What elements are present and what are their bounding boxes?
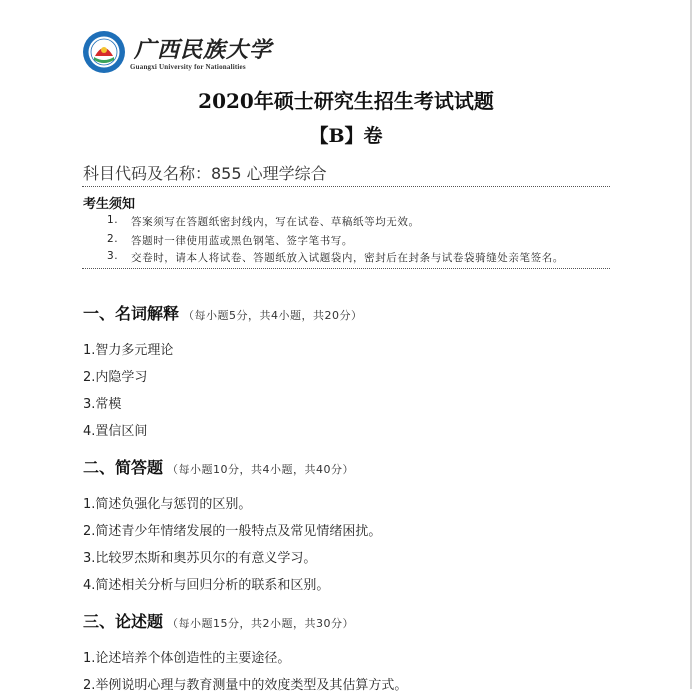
exam-title: 2020年硕士研究生招生考试试题 xyxy=(198,89,494,113)
section-scoring: （每小题10分，共4小题，共40分） xyxy=(167,463,355,476)
section-scoring: （每小题5分，共4小题，共20分） xyxy=(183,309,363,322)
question-item: 2.举例说明心理与教育测量中的效度类型及其估算方式。 xyxy=(83,678,408,693)
subject-code-name: 科目代码及名称：855 心理学综合 xyxy=(83,164,327,183)
divider-top xyxy=(82,186,610,187)
university-name-cn: 广西民族大学 xyxy=(134,37,273,63)
notice-text: 答案须写在答题纸密封线内，写在试卷、草稿纸等均无效。 xyxy=(131,216,420,228)
question-item: 1.简述负强化与惩罚的区别。 xyxy=(83,497,252,512)
section-scoring: （每小题15分，共2小题，共30分） xyxy=(167,617,355,630)
question-item: 4.置信区间 xyxy=(83,424,148,439)
question-item: 1.智力多元理论 xyxy=(83,343,174,358)
divider-bottom xyxy=(82,268,610,269)
notice-number: 3. xyxy=(107,250,119,262)
notice-number: 1. xyxy=(107,214,119,226)
section-title: 二、简答题 xyxy=(83,458,164,477)
question-item: 2.简述青少年情绪发展的一般特点及常见情绪困扰。 xyxy=(83,524,382,539)
question-item: 4.简述相关分析与回归分析的联系和区别。 xyxy=(83,578,330,593)
notice-text: 答题时一律使用蓝或黑色钢笔、签字笔书写。 xyxy=(131,235,353,247)
question-item: 2.内隐学习 xyxy=(83,370,148,385)
university-logo-icon xyxy=(82,30,126,74)
section-heading xyxy=(83,301,363,324)
section-title: 一、名词解释 xyxy=(83,304,180,323)
university-name-en: Guangxi University for Nationalities xyxy=(130,63,246,71)
notice-number: 2. xyxy=(107,233,119,245)
section-title: 三、论述题 xyxy=(83,612,164,631)
paper-version: 【B】卷 xyxy=(309,125,383,147)
section-heading xyxy=(83,455,354,478)
question-item: 1.论述培养个体创造性的主要途径。 xyxy=(83,651,291,666)
notice-title: 考生须知 xyxy=(83,197,136,212)
question-item: 3.常模 xyxy=(83,397,122,412)
section-heading xyxy=(83,609,354,632)
notice-text: 交卷时，请本人将试卷、答题纸放入试题袋内，密封后在封条与试卷袋骑缝处亲笔签名。 xyxy=(131,252,564,264)
question-item: 3.比较罗杰斯和奥苏贝尔的有意义学习。 xyxy=(83,551,317,566)
